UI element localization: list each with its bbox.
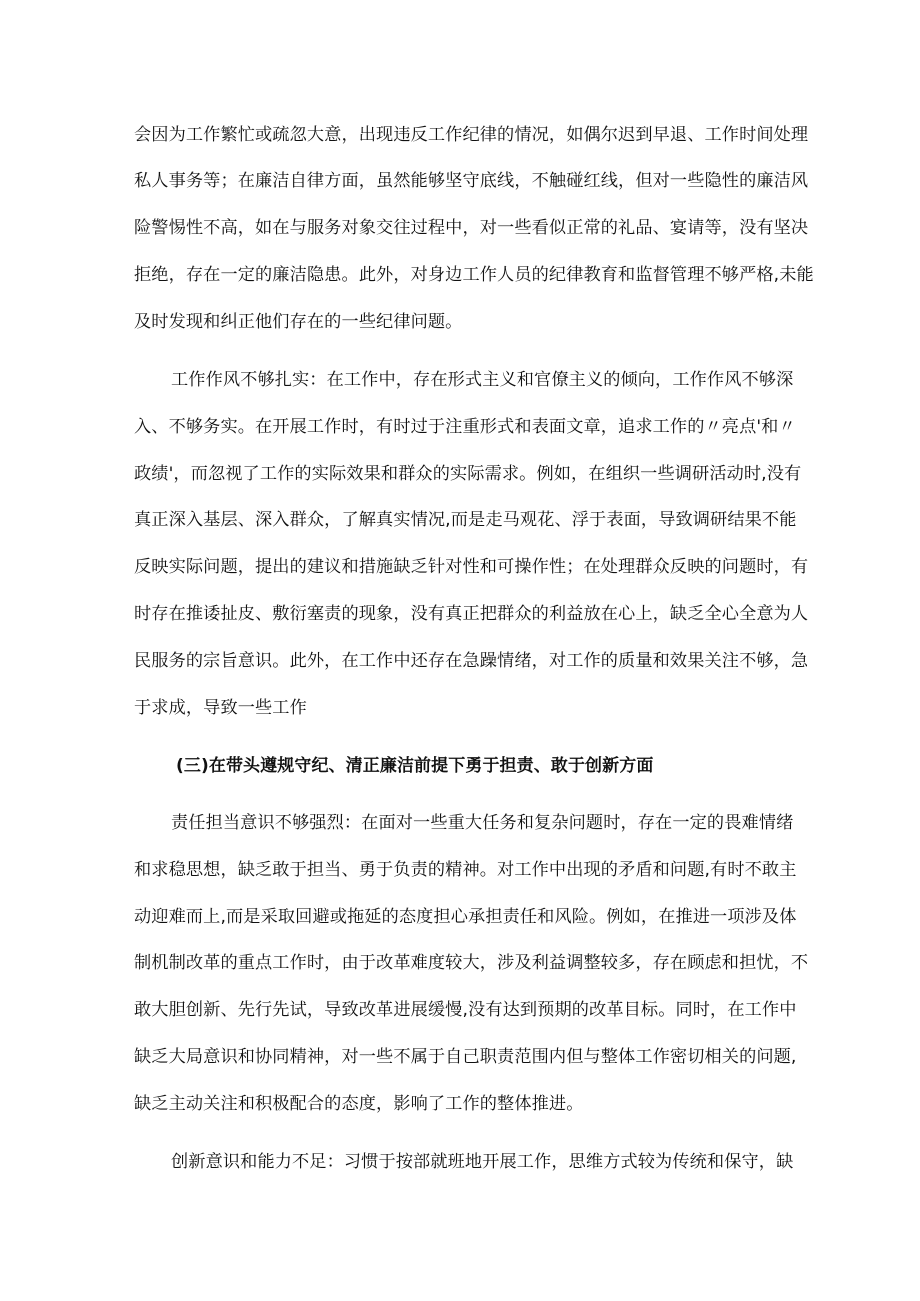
text-line: 敢大胆创新、先行先试，导致改革进展缓慢,没有达到预期的改革目标。同时，在工作中 bbox=[134, 1000, 797, 1020]
text-line: 民服务的宗旨意识。此外，在工作中还存在急躁情绪，对工作的质量和效果关注不够，急 bbox=[134, 651, 809, 671]
text-line: 于求成，导致一些工作 bbox=[134, 698, 307, 718]
text-line: 会因为工作繁忙或疏忽大意，出现违反工作纪律的情况，如偶尔迟到早退、工作时间处理 bbox=[134, 125, 809, 145]
text-line: 及时发现和纠正他们存在的一些纪律问题。 bbox=[134, 312, 463, 332]
text-line: 政绩'，而忽视了工作的实际效果和群众的实际需求。例如，在组织一些调研活动时,没有 bbox=[134, 464, 802, 484]
text-line: 私人事务等；在廉洁自律方面，虽然能够坚守底线，不触碰红线，但对一些隐性的廉洁风 bbox=[134, 171, 809, 191]
section-heading: (三)在带头遵规守纪、清正廉洁前提下勇于担责、敢于创新方面 bbox=[176, 756, 654, 776]
text-line: 真正深入基层、深入群众，了解真实情况,而是走马观花、浮于表面，导致调研结果不能 bbox=[134, 510, 797, 530]
text-line: 险警惕性不高，如在与服务对象交往过程中，对一些看似正常的礼品、宴请等，没有坚决 bbox=[134, 218, 809, 238]
paragraph-lead-line: 责任担当意识不够强烈：在面对一些重大任务和复杂问题时，存在一定的畏难情绪 bbox=[171, 813, 794, 833]
text-line: 反映实际问题，提出的建议和措施缺乏针对性和可操作性；在处理群众反映的问题时，有 bbox=[134, 557, 809, 577]
text-line: 时存在推诿扯皮、敷衍塞责的现象，没有真正把群众的利益放在心上，缺乏全心全意为人 bbox=[134, 604, 809, 624]
paragraph-lead-line: 创新意识和能力不足：习惯于按部就班地开展工作，思维方式较为传统和保守，缺 bbox=[171, 1152, 794, 1172]
paragraph-lead-line: 工作作风不够扎实：在工作中，存在形式主义和官僚主义的倾向，工作作风不够深 bbox=[171, 370, 794, 390]
text-line: 拒绝，存在一定的廉洁隐患。此外，对身边工作人员的纪律教育和监督管理不够严格,未能 bbox=[134, 265, 814, 285]
text-line: 动迎难而上,而是采取回避或拖延的态度担心承担责任和风险。例如，在推进一项涉及体 bbox=[134, 907, 797, 927]
text-line: 入、不够务实。在开展工作时，有时过于注重形式和表面文章，追求工作的〃亮点'和〃 bbox=[134, 417, 796, 437]
text-line: 制机制改革的重点工作时，由于改革难度较大，涉及利益调整较多，存在顾虑和担忧，不 bbox=[134, 953, 809, 973]
text-line: 和求稳思想，缺乏敢于担当、勇于负责的精神。对工作中出现的矛盾和问题,有时不敢主 bbox=[134, 860, 797, 880]
text-line: 缺乏大局意识和协同精神，对一些不属于自己职责范围内但与整体工作密切相关的问题, bbox=[134, 1047, 797, 1067]
text-line: 缺乏主动关注和积极配合的态度，影响了工作的整体推进。 bbox=[134, 1094, 584, 1114]
